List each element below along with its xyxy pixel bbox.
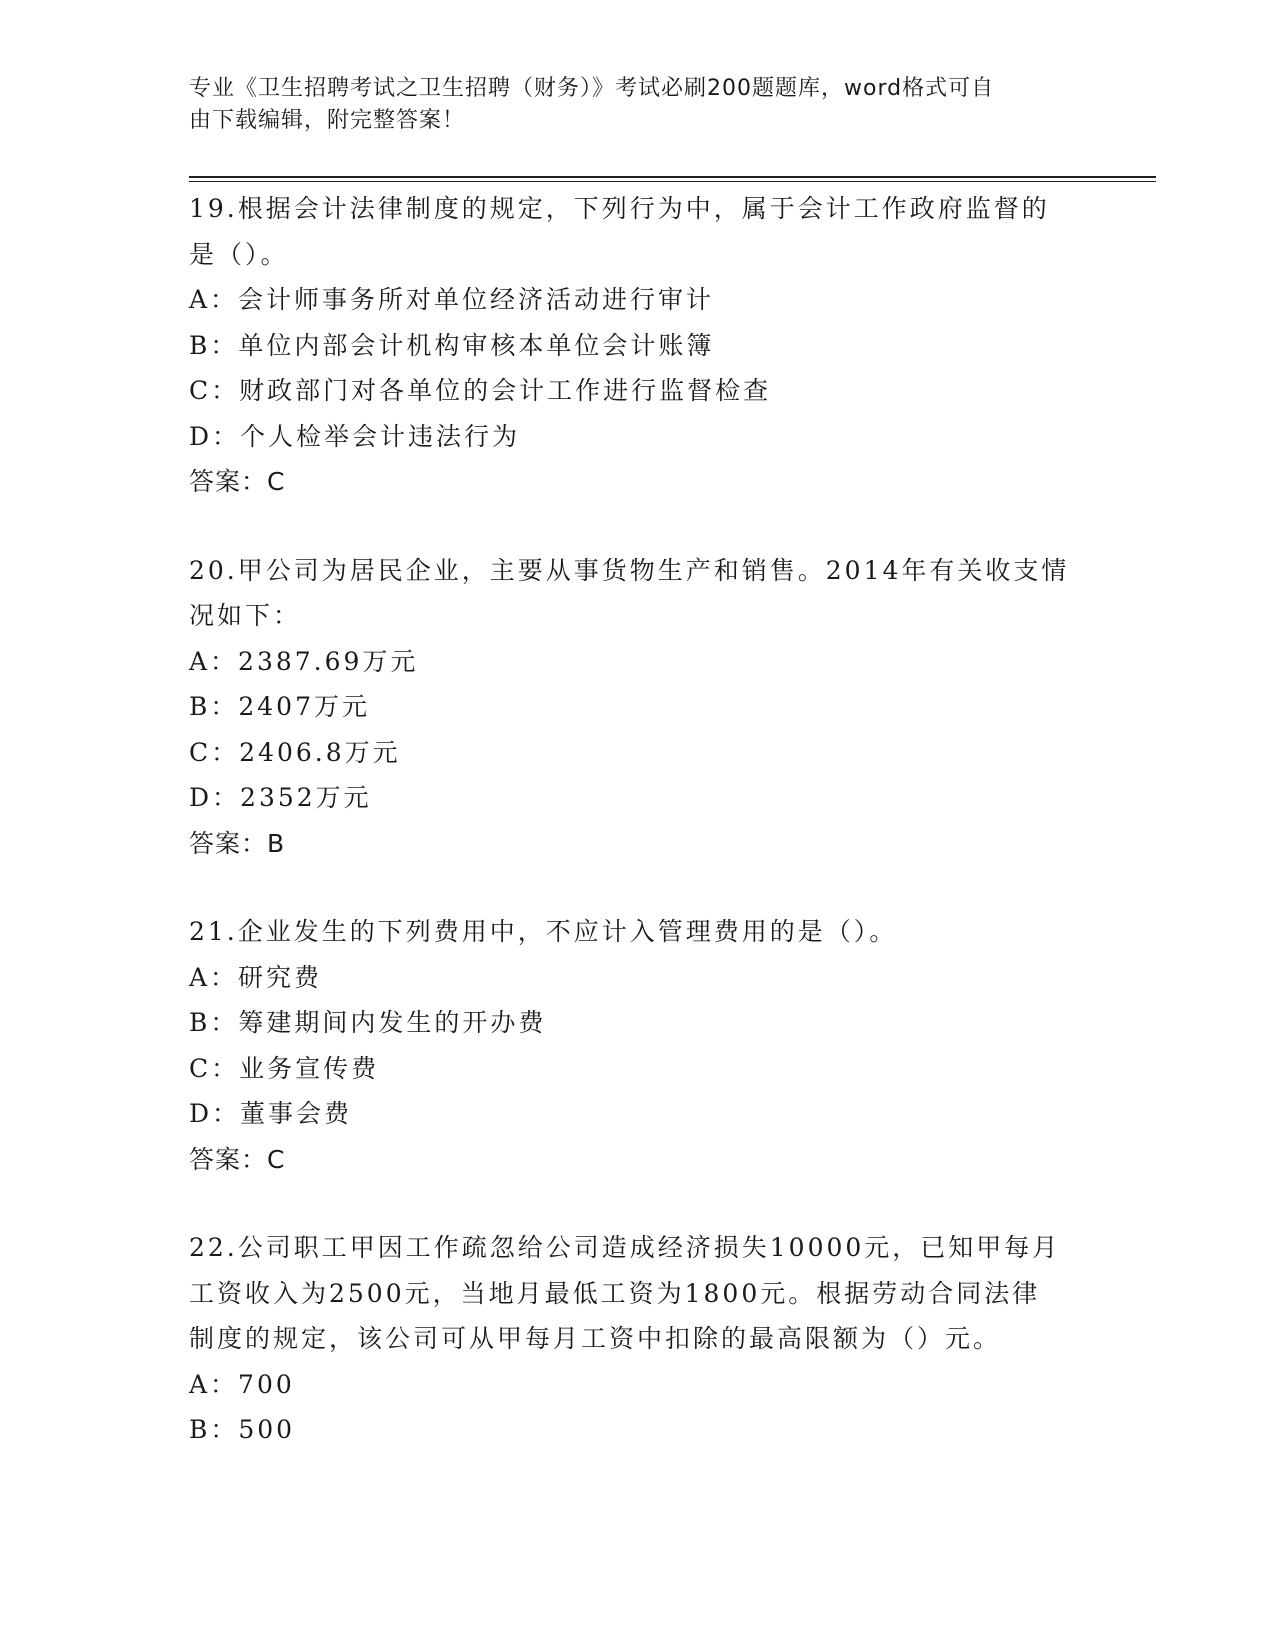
answer-option: A：2387.69万元: [189, 646, 419, 676]
question-list: [189, 186, 1109, 1453]
header-line-2: 由下载编辑，附完整答案！: [189, 108, 466, 133]
question-stem-line: 况如下：: [189, 601, 302, 630]
question-stem-line: 20.甲公司为居民企业，主要从事货物生产和销售。2014年有关收支情: [189, 555, 1070, 585]
question-block: [189, 548, 1109, 867]
answer-option: A：会计师事务所对单位经济活动进行审计: [189, 285, 715, 314]
question-stem-line: 21.企业发生的下列费用中，不应计入管理费用的是（）。: [189, 917, 898, 946]
answer-option: D：董事会费: [189, 1099, 353, 1128]
answer-key: 答案：C: [189, 467, 286, 496]
answer-option: B：2407万元: [189, 692, 370, 721]
question-stem-line: 19.根据会计法律制度的规定，下列行为中，属于会计工作政府监督的: [189, 194, 1050, 223]
answer-option: D：个人检举会计违法行为: [189, 421, 521, 451]
header-divider-thin: [189, 181, 1156, 182]
answer-option: B：单位内部会计机构审核本单位会计账簿: [189, 330, 715, 360]
answer-option: B：500: [189, 1415, 296, 1444]
answer-key: 答案：B: [189, 828, 286, 858]
header-line-1: 专业《卫生招聘考试之卫生招聘（财务）》考试必刷200题题库，word格式可自: [189, 76, 995, 101]
answer-option: A：700: [189, 1369, 295, 1399]
answer-key: 答案：C: [189, 1144, 286, 1174]
answer-option: D：2352万元: [189, 783, 372, 812]
question-stem-line: 工资收入为2500元，当地月最低工资为1800元。根据劳动合同法律: [189, 1278, 1041, 1308]
answer-option: A：研究费: [189, 962, 323, 992]
question-stem-line: 制度的规定，该公司可从甲每月工资中扣除的最高限额为（）元。: [189, 1324, 1002, 1353]
question-stem-line: 是（）。: [189, 239, 289, 269]
answer-option: B：筹建期间内发生的开办费: [189, 1008, 547, 1037]
question-stem-line: 22.公司职工甲因工作疏忽给公司造成经济损失10000元，已知甲每月: [189, 1233, 1061, 1262]
answer-option: C：业务宣传费: [189, 1053, 380, 1083]
question-block: [189, 909, 1109, 1182]
question-block: [189, 1225, 1109, 1453]
question-block: [189, 186, 1109, 505]
answer-option: C：财政部门对各单位的会计工作进行监督检查: [189, 376, 772, 405]
header-divider: [189, 176, 1156, 178]
answer-option: C：2406.8万元: [189, 737, 401, 767]
document-header: [189, 73, 1089, 137]
